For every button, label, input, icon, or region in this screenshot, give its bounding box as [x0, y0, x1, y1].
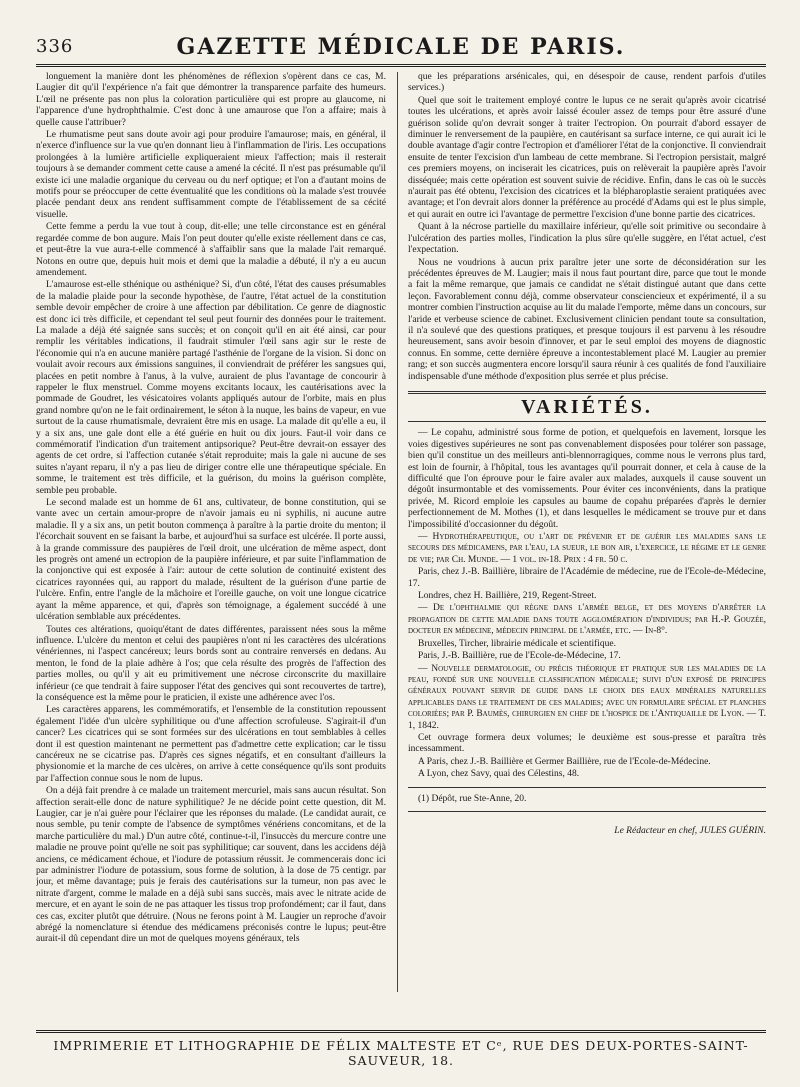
- copahu-paragraph: — Le copahu, administré sous forme de potion, et quelquefois en lavement, lorsque les voies digestives supérieures ne sont pas convenablement disposées pour tolérer son passage, bien qu'il constitue un des meilleurs anti-blennorragiques, comme nous le verrons plus tard, est loin de fournir, à l'hôpital, tous les avantages qu'il pourrait donner, et cela à cause de la difficulté que l'on éprouve pour le faire avaler aux malades, auxquels il cause souvent un dégoût insurmontable et des vomissements. Pour éviter ces inconvénients, dans la pratique privée, M. Ricord emploie les capsules au baume de copahu préparées d'après le dernier perfectionnement de M. Mothes (1), et dans lesquelles le médicament se trouve pur et dans l'impossibilité d'occasionner du dégoût.: [408, 428, 766, 530]
- book-entry-line: A Paris, chez J.-B. Baillière et Germer Baillière, rue de l'Ecole-de-Médecine.: [418, 756, 711, 767]
- journal-title: GAZETTE MÉDICALE DE PARIS.: [176, 34, 626, 60]
- article-paragraph: Quel que soit le traitement employé contre le lupus ce ne serait qu'après avoir cicatrisé toutes les ulcérations, et après avoir laissé écouler assez de temps pour être assuré d'une guérison solide qu'on devrait songer à traiter l'ectropion. On pourrait d'abord essayer de diminuer le renversement de la paupière, en cautérisant sa surface interne, ce qui aurait ici le double avantage d'agir contre l'ectropion et d'améliorer l'état de la conjonctive. Il conviendrait ensuite de tenter l'excision d'un lambeau de cette membrane. Si l'ectropion persistait, malgré ces premiers moyens, on inciserait les cicatrices, puis on relèverait la paupière après l'avoir disséquée; mais cette opération est souvent suivie de récidive. Enfin, dans le cas où le succès n'aurait pas été obtenu, l'excision des cicatrices et la blépharoplastie seraient pratiquées avec avantage; et l'on devrait alors donner la préférence au procédé d'Adams qui est le plus simple, et qui aurait en outre ici l'avantage de permettre l'excision d'une bonne partie des cicatrices.: [408, 95, 766, 220]
- section-divider: [408, 391, 766, 394]
- columns: [36, 72, 766, 992]
- book-entry-line: Cet ouvrage formera deux volumes; le deuxième est sous-presse et paraîtra très incessamment.: [408, 732, 766, 755]
- article-paragraph: Nous ne voudrions à aucun prix paraître jeter une sorte de déconsidération sur les précédentes épreuves de M. Laugier; mais il nous faut pourtant dire, parce que tout le monde a fait la même remarque, que jamais ce candidat ne s'était distingué autant que dans cette leçon. Favorablement connu déjà, comme observateur consciencieux et expérimenté, il a su montrer combien l'instruction acquise au lit du malade l'emporte, même dans un concours, sur l'aride et verbeuse science de cabinet. Exclusivement clinicien pendant toute sa consultation, il n'a soulevé que des questions pratiques, et presque toujours il est parvenu à les résoudre heureusement, sans avoir besoin d'innover, et par le seul emploi des moyens de diagnostic connus. En somme, cette dernière épreuve a incontestablement placé M. Laugier au premier rang; et son succès augmentera encore lorsqu'il saura réunir à ces qualités de fond l'auxiliaire indispensable d'une méthode d'exposition plus serrée et plus précise.: [408, 257, 766, 382]
- right-column: [408, 72, 766, 992]
- book-entry-head: — De l'ophthalmie qui règne dans l'armée belge, et des moyens d'arrêter la propagation de cette maladie dans toute agglomération d'individus; par H.-P. Gouzée, docteur en médecine, médecin principal de l'armée, etc. — In-8°.: [408, 603, 766, 637]
- page-header: [36, 30, 766, 67]
- article-paragraph: que les préparations arsénicales, qui, en désespoir de cause, rendent parfois d'utiles services.): [408, 72, 766, 94]
- left-column: [36, 72, 386, 992]
- article-paragraph: L'amaurose est-elle sthénique ou asthénique? Si, d'un côté, l'état des causes présumables de la maladie plaide pour la seconde hypothèse, de l'autre, l'état actuel de la constitution semble devoir empêcher de croire à une affection par débilitation. Ce genre de diagnostic est donc ici très difficile, et cependant tel seul peut fournir des données pour le traitement. La malade a déjà été saignée sans succès; et on conçoit qu'il en ait été ainsi, car pour remplir les véritables indications, il faudrait stimuler l'œil sans agir sur le reste de l'économie qui n'a en aucune manière partagé l'asthénie de l'organe de la vision. Si donc on voulait avoir recours aux émissions sanguines, il conviendrait de préférer les sangsues qui, placées en petit nombre à l'anus, à la vulve, auraient de plus l'avantage de concourir à rappeler le flux menstruel. Comme moyens excitants locaux, les cautérisations avec la pommade de Goudret, les vésicatoires volants appliqués autour de l'orbite, mais en plus grand nombre qu'on ne le fait ordinairement, le séton à la nuque, les bains de vapeur, en vue surtout de la cause rhumatismale, devraient être mis en usage. La malade dit qu'elle a eu, il y a six ans, une gale dont elle a été guérie en huit ou dix jours. Faut-il voir dans ce commémoratif l'indication d'un traitement antipsorique? Peut-être devrait-on essayer des agents de cet ordre, si l'affection cutanée s'était reproduite; mais la gale ni aucune de ses suites n'ayant reparu, il n'y a pas lieu de diriger contre elle une thérapeutique spéciale. En somme, le traitement est très difficile, et la guérison, du moins la guérison complète, semble peu probable.: [36, 280, 386, 496]
- book-entry-line: Paris, chez J.-B. Baillière, libraire de l'Académie de médecine, rue de l'Ecole-de-Médecine, 17.: [408, 567, 766, 589]
- footnote-divider: [408, 811, 766, 812]
- printer-imprint: IMPRIMERIE ET LITHOGRAPHIE DE FÉLIX MALTESTE ET Cᵉ, RUE DES DEUX-PORTES-SAINT-SAUVEUR, 18.: [36, 1030, 766, 1068]
- footnote: (1) Dépôt, rue Ste-Anne, 20.: [418, 793, 527, 804]
- article-paragraph: Quant à la nécrose partielle du maxillaire inférieur, qu'elle soit primitive ou secondaire à l'ulcération des parties molles, l'indication la plus sûre qu'elle suggère, en l'état actuel, c'est l'expectation.: [408, 222, 766, 256]
- article-paragraph: Toutes ces altérations, quoiqu'étant de dates différentes, paraissent nées sous la même influence. L'ulcère du menton et celui des paupières n'ont ni les caractères des ulcérations vénériennes, ni l'aspect cancéreux; leurs bords sont au contraire renversés en dedans. Au menton, le fond de la plaie adhère à l'os; que cela résulte des progrès de l'affection des parties molles, ou qu'il y ait eu primitivement une nécrose circonscrite du maxillaire inférieur (ce que tendrait à faire supposer l'état des gencives qui sont recouvertes de tartre), la conséquence est la même pour le praticien, il existe une adhérence avec l'os.: [36, 624, 386, 703]
- article-paragraph: Les caractères apparens, les commémoratifs, et l'ensemble de la constitution repoussent également l'idée d'un ulcère syphilitique ou d'une affection scrofuleuse. S'agirait-il d'un cancer? Les cicatrices qui se sont formées sur des ulcérations en tout semblables à celles dont il est question maintenant ne permettent pas d'admettre cette explication; car le tissu cancéreux ne se cicatrise pas. D'après ces signes négatifs, et en consultant d'ailleurs la physionomie et la marche de ces ulcères, on arrive à cette conséquence qu'ils sont produits par l'affection connue sous le nom de lupus.: [36, 705, 386, 784]
- article-paragraph: Le rhumatisme peut sans doute avoir agi pour produire l'amaurose; mais, en général, il n'exerce d'influence sur la vue qu'en donnant lieu à l'inflammation de l'iris. Les occupations prolongées à la lumière artificielle expliqueraient mieux l'affection; mais il resterait toujours à se demander comment cette cause a amené la cécité. Il n'est pas présumable qu'il existe ici une maladie organique du cerveau ou du nerf optique; et l'on a d'autant moins de motifs pour se préoccuper de cette éventualité que les conditions où la malade s'est trouvée placée pendant deux ans rendent suffisamment compte de l'établissement de sa cécité visuelle.: [36, 130, 386, 220]
- article-paragraph: On a déjà fait prendre à ce malade un traitement mercuriel, mais sans aucun résultat. Son affection serait-elle donc de nature syphilitique? Je ne décide point cette question, dit M. Laugier, car je n'ai guère pour l'éclairer que les réponses du malade. (Le candidat aurait, ce nous semble, pu tenir compte de l'absence de symptômes vénériens concomitans, et de la marche particulière du mal.) D'un autre côté, continue-t-il, l'insuccès du mercure contre une maladie ne prouve point qu'elle ne soit pas syphilitique; car souvent, dans les accidens déjà anciens, ce médicament échoue, et l'iodure de potassium réussit. Je commencerais donc ici par administrer l'iodure de potassium, sous forme de solution, à la dose de 75 centigr. par jour, et même davantage; puis je ferais des cautérisations sur la tumeur, non pas avec le nitrate d'argent, comme le malade en a déjà subi sans succès, mais avec le nitrate acide de mercure, et en ayant le soin de ne pas attaquer les tissus trop profondément; car il faut, dans ces cas, exciter plutôt que détruire. (Nous ne ferons point à M. Laugier un reproche d'avoir abrégé la nomenclature si étendue des médicamens préconisés contre le lupus; peut-être aurait-il dû cependant dire un mot de quelques moyens généraux, tels: [36, 786, 386, 945]
- book-entry-head: — Nouvelle dermatologie, ou précis théorique et pratique sur les maladies de la peau, fondé sur une nouvelle classification médicale; suivi d'un exposé de principes généraux pouvant servir de guide dans le choix des eaux minérales naturelles applicables dans le traitement de ces maladies; avec un formulaire spécial et planches coloriées; par P. Baumès, chirurgien en chef de l'hospice de l'Antiquaille de Lyon. — T. 1, 1842.: [408, 663, 766, 731]
- newspaper-page: [36, 30, 766, 1070]
- section-divider: [408, 421, 766, 422]
- article-paragraph: longuement la manière dont les phénomènes de réflexion s'opèrent dans ce cas, M. Laugier dit qu'il l'expérience n'a fait que démontrer la transparence parfaite des humeurs. L'œil ne présente pas non plus la coloration particulière qui est propre au glaucome, ni l'apparence d'une hydrophthalmie. C'est donc à une amaurose que l'on a affaire; mais à quelle cause l'attribuer?: [36, 72, 386, 128]
- book-entry-line: Bruxelles, Tircher, librairie médicale et scientifique.: [418, 638, 617, 649]
- article-paragraph: Le second malade est un homme de 61 ans, cultivateur, de bonne constitution, qui se vante avec un certain amour-propre de n'avoir jamais eu ni syphilis, ni aucune autre maladie. Il y a six ans, un petit bouton commença à paraître à la partie droite du menton; il l'écorchait souvent en se faisant la barbe, et aujourd'hui sa surface est ulcérée. Il porte aussi, à la grande commissure des paupières de l'œil droit, une ulcération de même aspect, dont les progrès ont amené un ectropion de la paupière inférieure, et par suite l'inflammation de la conjonctive qui est exposée à l'air: autour de cette solution de continuité existent des cicatrices rayonnées qui, au rapport du malade, résultent de la guérison d'une partie de l'ulcère. Enfin, entre l'angle de la mâchoire et l'oreille gauche, on voit une longue cicatrice ayant la même apparence, et qui, d'après son témoignage, a également succédé à une ulcération semblable aux précédentes.: [36, 498, 386, 623]
- column-rule: [397, 72, 398, 992]
- book-entry-line: A Lyon, chez Savy, quai des Célestins, 48.: [418, 769, 580, 780]
- book-entry-line: Londres, chez H. Baillière, 219, Regent-Street.: [418, 591, 597, 602]
- footnote-divider: [408, 787, 766, 788]
- book-entry-line: Paris, J.-B. Baillière, rue de l'Ecole-de-Médecine, 17.: [418, 651, 621, 662]
- article-paragraph: Cette femme a perdu la vue tout à coup, dit-elle; une telle circonstance est en général regardée comme de bon augure. Mais l'on peut douter qu'elle existe réellement dans ce cas, et peut-être la vue aura-t-elle commencé à s'affaiblir sans que la malade l'ait remarqué. Notons en outre que, depuis huit mois et demi que la maladie a débuté, il n'y a eu aucun amendement.: [36, 222, 386, 278]
- page-number: 336: [36, 36, 74, 57]
- editor-signature: Le Rédacteur en chef, JULES GUÉRIN.: [614, 825, 766, 836]
- book-entry-head: — Hydrothérapeutique, ou l'art de prévenir et de guérir les maladies sans le secours des médicamens, par l'eau, la sueur, le bon air, l'exercice, le régime et le genre de vie; par Ch. Munde. — 1 vol. in-18. Prix : 4 fr. 50 c.: [408, 532, 766, 565]
- section-title: VARIÉTÉS.: [521, 395, 653, 418]
